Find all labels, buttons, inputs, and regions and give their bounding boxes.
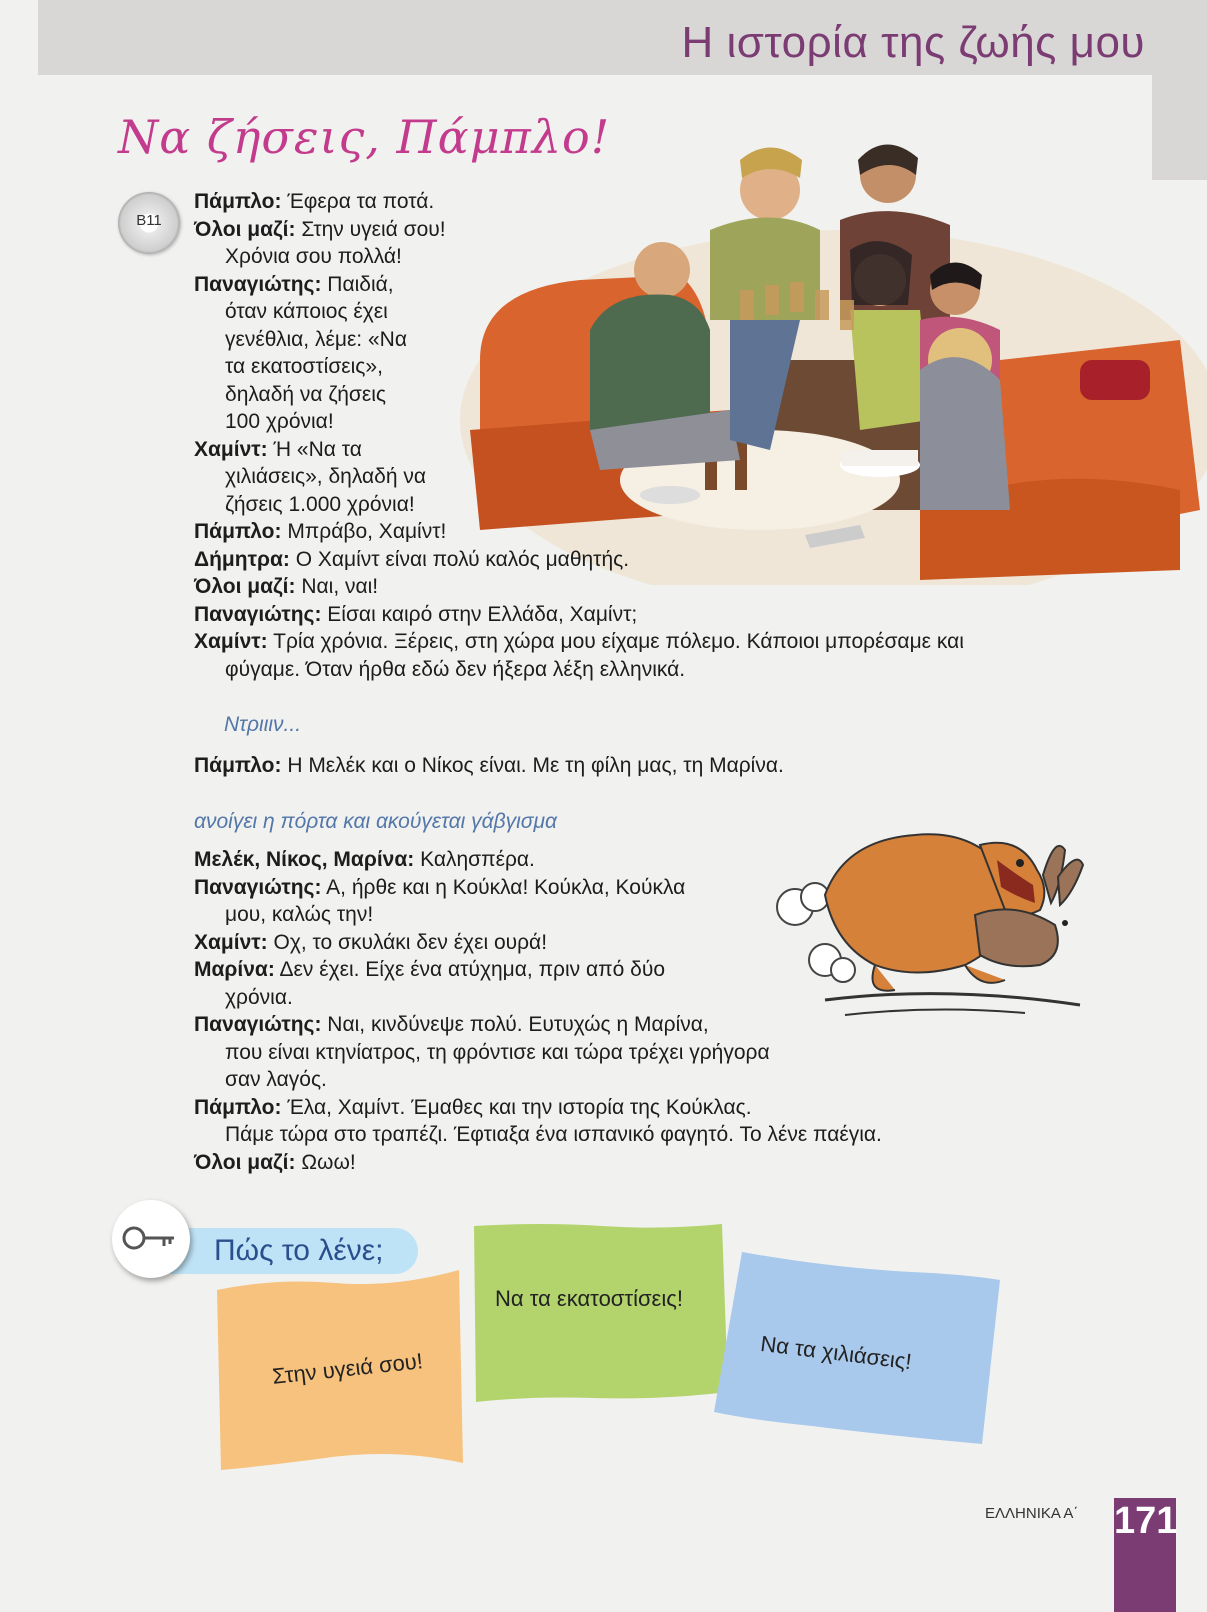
utterance-continued: χρόνια.: [225, 985, 293, 1009]
speaker: Παναγιώτης:: [194, 875, 322, 899]
speaker: Μελέκ, Νίκος, Μαρίνα:: [194, 848, 415, 871]
track-label: B11: [136, 212, 162, 229]
utterance: Α, ήρθε και η Κούκλα! Κούκλα, Κούκλα: [326, 875, 686, 899]
dialogue-line: [194, 518, 1054, 546]
howto-title: Πώς το λένε;: [214, 1234, 384, 1267]
utterance: Ωωω!: [301, 1150, 356, 1174]
speaker: Όλοι μαζί:: [194, 1150, 296, 1174]
utterance: Ή «Να τα: [273, 437, 362, 461]
utterance: Ο Χαμίντ είναι πολύ καλός μαθητής.: [295, 547, 630, 571]
key-icon: [112, 1200, 190, 1278]
dialogue-line: [194, 546, 1054, 574]
speaker: Πάμπλο:: [194, 190, 282, 213]
utterance-continued: χιλιάσεις», δηλαδή να: [225, 465, 426, 488]
stage-direction-door: ανοίγει η πόρτα και ακούγεται γάβγισμα: [194, 810, 557, 833]
utterance-continued: γενέθλια, λέμε: «Να: [225, 327, 407, 351]
speaker: Παναγιώτης:: [194, 602, 322, 626]
utterance-continued: Χρόνια σου πολλά!: [225, 245, 402, 268]
dialogue-line: [194, 601, 1054, 629]
utterance-continued: που είναι κτηνίατρος, τη φρόντισε και τώρα τρέχει γρήγορα: [225, 1040, 770, 1064]
dialogue-line: [194, 1149, 854, 1177]
dialogue-part-1: [194, 188, 1054, 683]
stage-direction-doorbell: Ντριιιν...: [224, 713, 302, 736]
speaker: Όλοι μαζί:: [194, 575, 296, 598]
cd-icon[interactable]: [118, 192, 180, 254]
utterance-continued: σαν λαγός.: [225, 1068, 327, 1091]
utterance: Ναι, κινδύνεψε πολύ. Ευτυχώς η Μαρίνα,: [327, 1013, 709, 1036]
card-text-1: Στην υγειά σου!: [271, 1348, 424, 1389]
utterance: Στην υγειά σου!: [301, 217, 446, 241]
dialogue-part-2: [194, 752, 1054, 780]
dialogue-part-3: [194, 846, 882, 1176]
utterance-continued: δηλαδή να ζήσεις: [225, 382, 387, 406]
utterance: Οχ, το σκυλάκι δεν έχει ουρά!: [273, 930, 548, 954]
dialogue-line: [194, 929, 854, 957]
speaker: Χαμίντ:: [194, 930, 268, 954]
utterance: Η Μελέκ και ο Νίκος είναι. Με τη φίλη μας, τη Μαρίνα.: [287, 754, 784, 777]
utterance-continued: τα εκατοστίσεις»,: [225, 355, 383, 378]
utterance: Έλα, Χαμίντ. Έμαθες και την ιστορία της Κούκλας.: [287, 1095, 752, 1119]
dialogue-line: [194, 956, 854, 984]
utterance: Δεν έχει. Είχε ένα ατύχημα, πριν από δύο: [279, 958, 665, 981]
dialogue-line: [194, 271, 1054, 299]
utterance-continued: όταν κάποιος έχει: [225, 300, 388, 323]
speaker: Πάμπλο:: [194, 520, 282, 543]
lesson-title: Να ζήσεις, Πάμπλο!: [118, 110, 611, 164]
speaker: Πάμπλο:: [194, 1095, 282, 1119]
dialogue-line: [194, 752, 1054, 780]
dialogue-line: [194, 188, 1054, 216]
dialogue-line: [194, 846, 854, 874]
utterance: Μπράβο, Χαμίντ!: [287, 520, 447, 543]
speaker: Παναγιώτης:: [194, 1013, 322, 1036]
utterance-continued: 100 χρόνια!: [225, 410, 334, 433]
key-icon-graphic: [112, 1200, 190, 1278]
dialogue-line: [194, 573, 1054, 601]
dialogue-line: [194, 1094, 1094, 1122]
utterance: Έφερα τα ποτά.: [287, 190, 435, 213]
speaker: Όλοι μαζί:: [194, 217, 296, 241]
dialogue-line: [194, 628, 1054, 656]
dialogue-line: [194, 436, 1054, 464]
card-text-2: Να τα εκατοστίσεις!: [495, 1286, 683, 1311]
speaker: Χαμίντ:: [194, 437, 268, 461]
dialogue-line: [194, 216, 1054, 244]
utterance: Είσαι καιρό στην Ελλάδα, Χαμίντ;: [327, 602, 638, 626]
dialogue-line: [194, 1011, 854, 1039]
utterance-continued: Πάμε τώρα στο τραπέζι. Έφτιαξα ένα ισπανικό φαγητό. Το λένε παέγια.: [225, 1123, 882, 1146]
book-title: ΕΛΛΗΝΙΚΑ Α΄: [985, 1505, 1079, 1522]
utterance: Παιδιά,: [327, 272, 394, 296]
card-text-3: Να τα χιλιάσεις!: [759, 1330, 913, 1375]
speaker: Παναγιώτης:: [194, 272, 322, 296]
section-title: Η ιστορία της ζωής μου: [681, 18, 1145, 67]
page-number: 171: [1114, 1500, 1178, 1542]
dialogue-line: [194, 874, 854, 902]
speaker: Πάμπλο:: [194, 754, 282, 777]
utterance-continued: ζήσεις 1.000 χρόνια!: [225, 492, 415, 516]
utterance: Ναι, ναι!: [301, 575, 379, 598]
card-shape-2: [472, 1222, 730, 1404]
utterance-continued: φύγαμε. Όταν ήρθα εδώ δεν ήξερα λέξη ελληνικά.: [225, 657, 686, 681]
speaker: Μαρίνα:: [194, 958, 275, 981]
speaker: Χαμίντ:: [194, 630, 268, 653]
utterance: Καλησπέρα.: [420, 848, 535, 871]
speaker: Δήμητρα:: [194, 547, 290, 571]
utterance-continued: μου, καλώς την!: [225, 903, 374, 926]
utterance: Τρία χρόνια. Ξέρεις, στη χώρα μου είχαμε πόλεμο. Κάποιοι μπορέσαμε και: [273, 630, 964, 653]
